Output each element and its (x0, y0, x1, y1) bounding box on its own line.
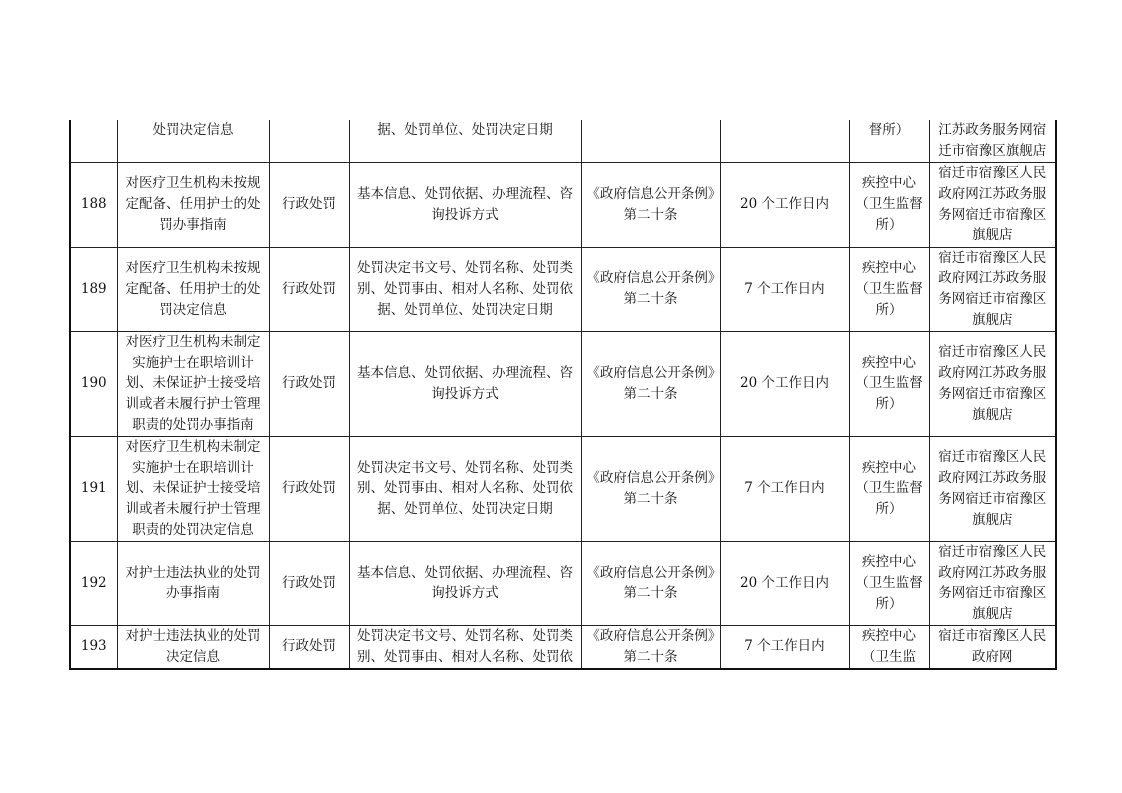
item-time-limit: 7 个工作日内 (720, 247, 849, 331)
item-basis: 《政府信息公开条例》第二十条 (581, 331, 720, 436)
item-time-limit: 20 个工作日内 (720, 331, 849, 436)
item-time-limit: 20 个工作日内 (720, 162, 849, 247)
row-number: 188 (70, 162, 117, 247)
item-content: 基本信息、处罚依据、办理流程、咨询投诉方式 (349, 331, 581, 436)
item-time-limit: 7 个工作日内 (720, 625, 849, 668)
table-row (70, 541, 1056, 625)
item-channel: 宿迁市宿豫区人民政府网江苏政务服务网宿迁市宿豫区旗舰店 (929, 247, 1056, 331)
table-row (70, 247, 1056, 331)
table-row (70, 625, 1056, 668)
item-name: 对护士违法执业的处罚决定信息 (117, 625, 269, 668)
item-time-limit: 7 个工作日内 (720, 436, 849, 541)
item-basis: 《政府信息公开条例》第二十条 (581, 247, 720, 331)
item-basis: 《政府信息公开条例》第二十条 (581, 436, 720, 541)
item-department: 疾控中心（卫生监督所） (849, 247, 929, 331)
item-channel: 宿迁市宿豫区人民政府网 (929, 625, 1056, 668)
item-channel: 江苏政务服务网宿迁市宿豫区旗舰店 (929, 120, 1056, 162)
item-type: 行政处罚 (269, 541, 349, 625)
item-time-limit: 20 个工作日内 (720, 541, 849, 625)
item-type: 行政处罚 (269, 162, 349, 247)
item-type: 行政处罚 (269, 436, 349, 541)
table-row (70, 331, 1056, 436)
item-content: 基本信息、处罚依据、办理流程、咨询投诉方式 (349, 541, 581, 625)
item-department: 督所） (849, 120, 929, 162)
item-content: 据、处罚单位、处罚决定日期 (349, 120, 581, 162)
item-basis: 《政府信息公开条例》第二十条 (581, 162, 720, 247)
item-channel: 宿迁市宿豫区人民政府网江苏政务服务网宿迁市宿豫区旗舰店 (929, 541, 1056, 625)
item-department: 疾控中心（卫生监督所） (849, 541, 929, 625)
item-type (269, 120, 349, 162)
item-content: 处罚决定书文号、处罚名称、处罚类别、处罚事由、相对人名称、处罚依据、处罚单位、处罚决定日期 (349, 247, 581, 331)
item-content: 基本信息、处罚依据、办理流程、咨询投诉方式 (349, 162, 581, 247)
item-department: 疾控中心（卫生监 (849, 625, 929, 668)
table-row (70, 162, 1056, 247)
disclosure-table (69, 120, 1057, 670)
item-type: 行政处罚 (269, 625, 349, 668)
item-name: 对医疗卫生机构未按规定配备、任用护士的处罚办事指南 (117, 162, 269, 247)
item-department: 疾控中心（卫生监督所） (849, 436, 929, 541)
item-type: 行政处罚 (269, 331, 349, 436)
item-name: 对护士违法执业的处罚办事指南 (117, 541, 269, 625)
item-channel: 宿迁市宿豫区人民政府网江苏政务服务网宿迁市宿豫区旗舰店 (929, 331, 1056, 436)
item-content: 处罚决定书文号、处罚名称、处罚类别、处罚事由、相对人名称、处罚依据、处罚单位、处罚决定日期 (349, 436, 581, 541)
item-basis: 《政府信息公开条例》第二十条 (581, 625, 720, 668)
item-name: 对医疗卫生机构未制定实施护士在职培训计划、未保证护士接受培训或者未履行护士管理职责的处罚办事指南 (117, 331, 269, 436)
item-basis (581, 120, 720, 162)
row-number: 189 (70, 247, 117, 331)
item-channel: 宿迁市宿豫区人民政府网江苏政务服务网宿迁市宿豫区旗舰店 (929, 436, 1056, 541)
item-content: 处罚决定书文号、处罚名称、处罚类别、处罚事由、相对人名称、处罚依 (349, 625, 581, 668)
item-department: 疾控中心（卫生监督所） (849, 162, 929, 247)
item-name: 对医疗卫生机构未按规定配备、任用护士的处罚决定信息 (117, 247, 269, 331)
item-name: 对医疗卫生机构未制定实施护士在职培训计划、未保证护士接受培训或者未履行护士管理职责的处罚决定信息 (117, 436, 269, 541)
row-number: 193 (70, 625, 117, 668)
row-number: 191 (70, 436, 117, 541)
table-row (70, 436, 1056, 541)
row-number: 192 (70, 541, 117, 625)
table-row (70, 120, 1056, 162)
item-type: 行政处罚 (269, 247, 349, 331)
item-name: 处罚决定信息 (117, 120, 269, 162)
item-department: 疾控中心（卫生监督所） (849, 331, 929, 436)
item-basis: 《政府信息公开条例》第二十条 (581, 541, 720, 625)
row-number: 190 (70, 331, 117, 436)
row-number (70, 120, 117, 162)
item-time-limit (720, 120, 849, 162)
item-channel: 宿迁市宿豫区人民政府网江苏政务服务网宿迁市宿豫区旗舰店 (929, 162, 1056, 247)
